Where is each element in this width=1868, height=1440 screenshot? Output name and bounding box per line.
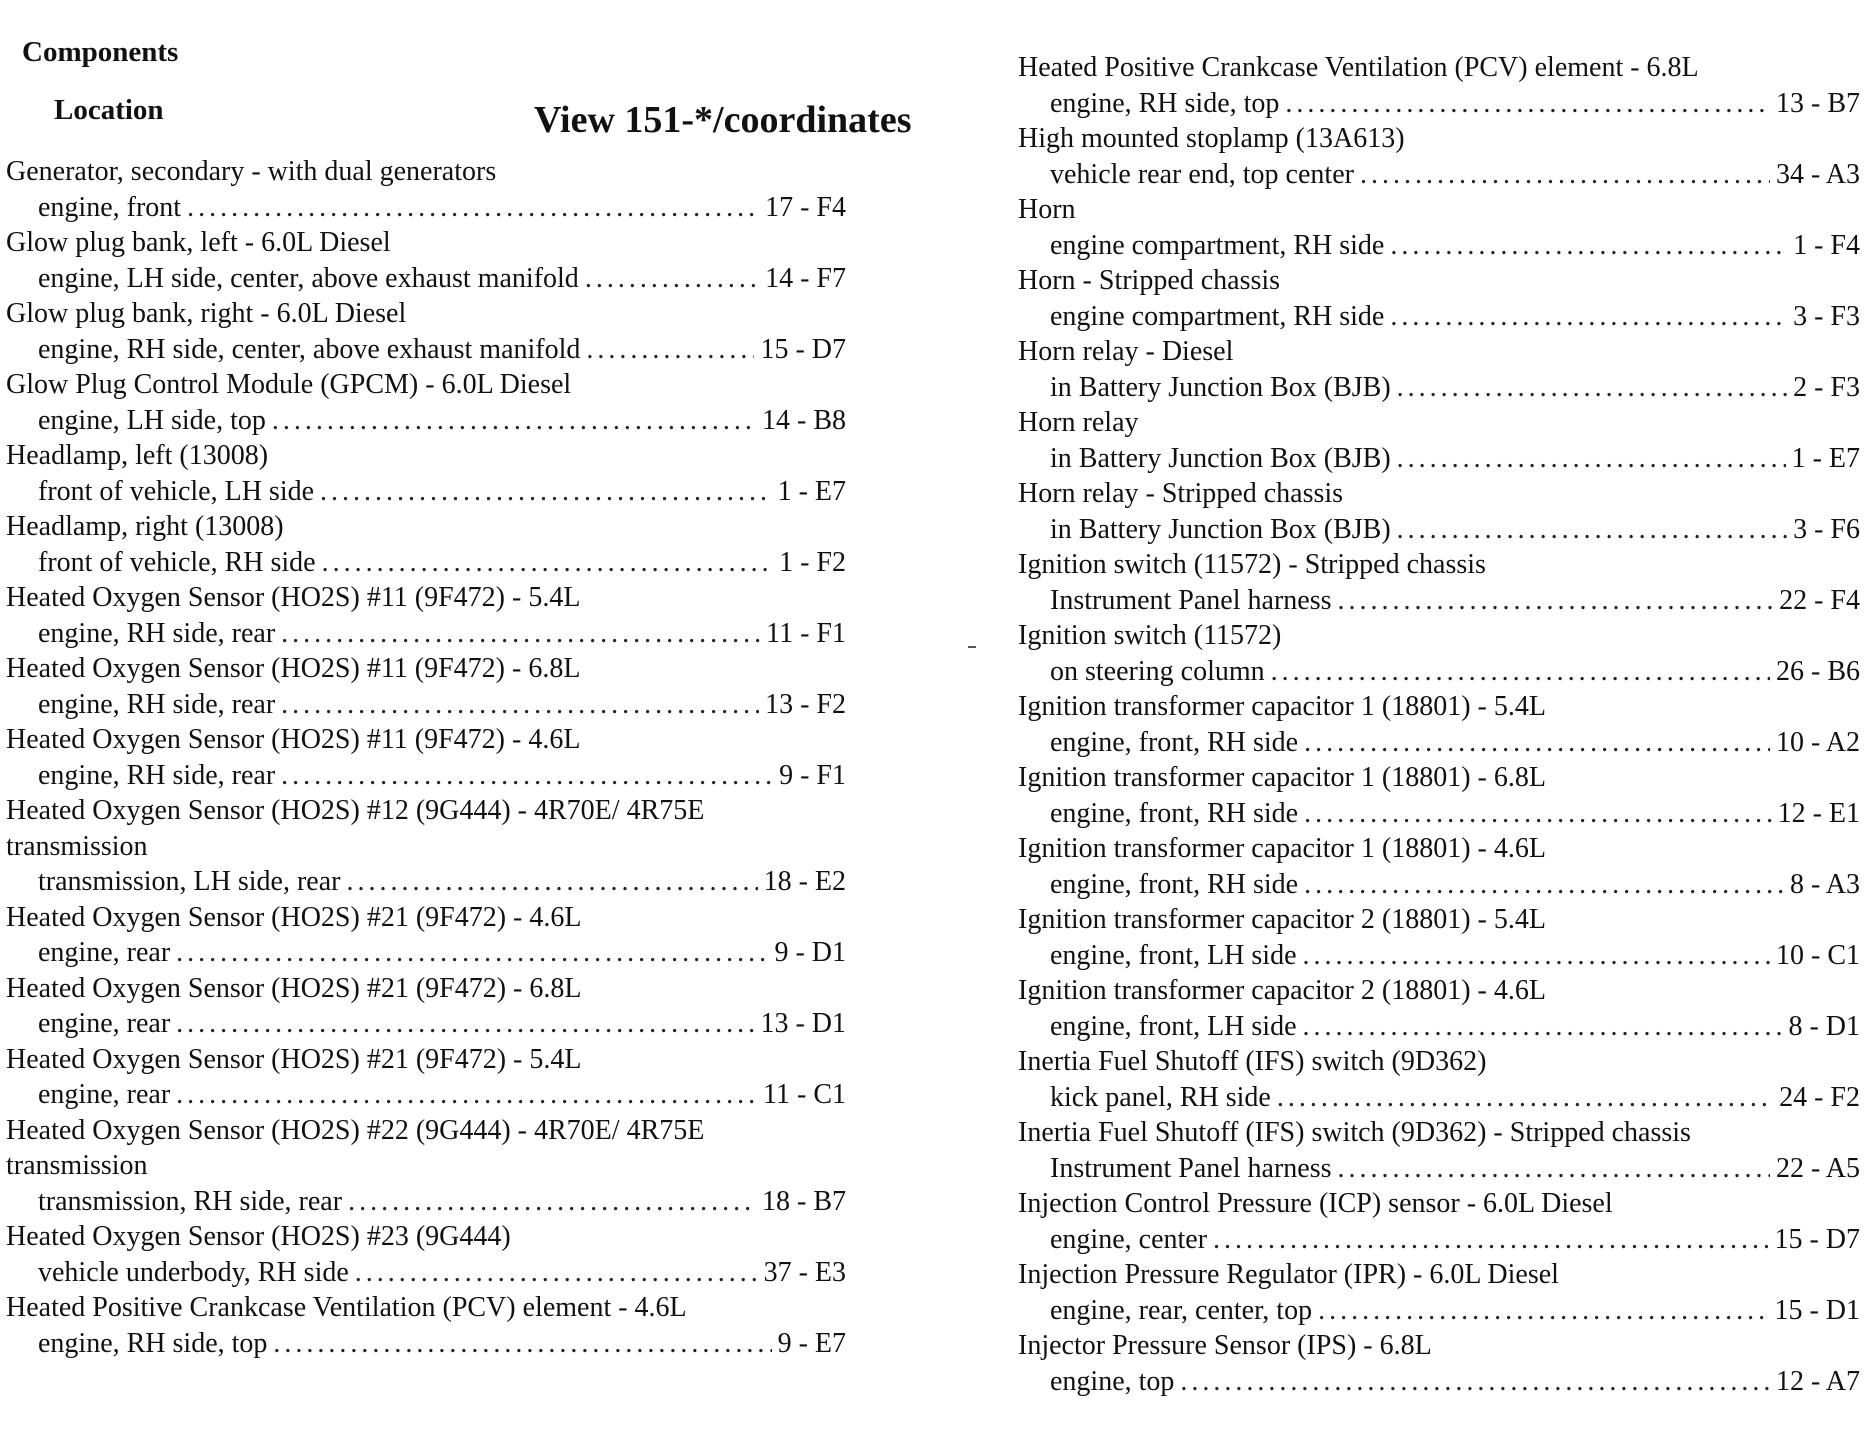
dot-leader (1180, 1364, 1770, 1400)
dot-leader (348, 1184, 756, 1220)
component-entry (6, 1219, 846, 1290)
location-line (6, 864, 846, 900)
dot-leader (1397, 370, 1787, 406)
view-coordinate: 1 - F2 (779, 546, 846, 578)
location-line (1018, 725, 1860, 761)
view-coordinate: 34 - A3 (1776, 158, 1860, 190)
component-entry (1018, 1115, 1860, 1186)
location-line (6, 616, 846, 652)
view-coordinate: 13 - D1 (760, 1008, 846, 1039)
view-coordinate: 8 - A3 (1790, 868, 1860, 900)
component-entry (1018, 1328, 1860, 1399)
component-entry (6, 1042, 846, 1113)
view-coordinate: 9 - F1 (779, 759, 846, 791)
location-line (6, 332, 846, 368)
view-coordinate: 3 - F6 (1793, 513, 1860, 545)
dot-leader (272, 403, 756, 439)
location-line (1018, 1080, 1860, 1116)
view-coordinate: 15 - D7 (1774, 1223, 1860, 1255)
component-location: engine, RH side, rear (38, 688, 276, 720)
location-line (1018, 938, 1860, 974)
component-location: transmission, RH side, rear (38, 1185, 343, 1217)
location-line (6, 1006, 846, 1042)
dot-leader (281, 758, 773, 794)
component-location: front of vehicle, LH side (38, 475, 315, 507)
view-coordinate: 15 - D7 (760, 333, 846, 365)
view-coordinate: 22 - A5 (1776, 1152, 1860, 1184)
component-name: Horn (1018, 194, 1076, 225)
component-name: Headlamp, left (13008) (6, 440, 269, 471)
component-location: engine, front, RH side (1050, 797, 1299, 829)
dot-leader (586, 332, 754, 368)
component-entry (1018, 405, 1860, 476)
location-line (1018, 867, 1860, 903)
dot-leader (1338, 1151, 1771, 1187)
component-name: Injection Control Pressure (ICP) sensor - 6.0L Diesel (1018, 1188, 1613, 1219)
view-coordinate: 14 - F7 (765, 262, 846, 294)
component-location: engine, front, RH side (1050, 726, 1299, 758)
component-location: engine compartment, RH side (1050, 229, 1385, 261)
location-line (1018, 1222, 1860, 1258)
component-location: engine, top (1050, 1365, 1175, 1397)
component-name: Horn relay - Diesel (1018, 336, 1234, 367)
dot-leader (1304, 725, 1770, 761)
right-entry-list (1018, 50, 1860, 1399)
component-name: Ignition transformer capacitor 1 (18801) - 4.6L (1018, 833, 1546, 864)
view-coordinate: 12 - A7 (1776, 1365, 1860, 1397)
component-name: Inertia Fuel Shutoff (IFS) switch (9D362) - Stripped chassis (1018, 1117, 1691, 1148)
dot-leader (1304, 796, 1772, 832)
component-name: Ignition transformer capacitor 2 (18801) - 5.4L (1018, 904, 1546, 935)
location-column-heading: Location (54, 94, 164, 126)
view-coordinate: 9 - E7 (777, 1327, 846, 1359)
view-coordinate: 37 - E3 (763, 1256, 846, 1288)
location-line (1018, 654, 1860, 690)
location-line (6, 1255, 846, 1291)
component-location: Instrument Panel harness (1050, 1152, 1332, 1184)
component-location: engine, rear (38, 937, 171, 968)
component-location: engine, RH side, top (1050, 87, 1280, 119)
dot-leader (281, 616, 760, 652)
dot-leader (187, 190, 759, 226)
location-line (1018, 512, 1860, 548)
component-location: kick panel, RH side (1050, 1081, 1271, 1113)
view-coordinate: 1 - E7 (777, 475, 846, 507)
location-line (1018, 1151, 1860, 1187)
location-line (6, 758, 846, 794)
component-entry (6, 154, 846, 225)
dot-leader (176, 1006, 754, 1042)
view-coordinate: 1 - E7 (1791, 442, 1860, 474)
location-line (6, 545, 846, 581)
component-location: transmission, LH side, rear (38, 866, 341, 897)
view-coordinate: 2 - F3 (1793, 371, 1860, 403)
dot-leader (1277, 1080, 1773, 1116)
component-entry (6, 793, 846, 900)
component-entry (1018, 121, 1860, 192)
location-line (1018, 1009, 1860, 1045)
component-entry (1018, 831, 1860, 902)
component-name: Ignition transformer capacitor 1 (18801) - 6.8L (1018, 762, 1546, 793)
dot-leader (1397, 441, 1786, 477)
component-entry (1018, 689, 1860, 760)
view-coordinate: 15 - D1 (1774, 1294, 1860, 1326)
dot-leader (1271, 654, 1770, 690)
component-entry (1018, 334, 1860, 405)
component-location: in Battery Junction Box (BJB) (1050, 513, 1391, 545)
view-coordinate: 10 - C1 (1776, 939, 1860, 971)
component-entry (6, 971, 846, 1042)
dot-leader (1390, 299, 1787, 335)
component-name: Ignition transformer capacitor 1 (18801) - 5.4L (1018, 691, 1546, 722)
component-entry (1018, 618, 1860, 689)
component-name: Heated Oxygen Sensor (HO2S) #11 (9F472) - 4.6L (6, 724, 581, 755)
location-line (1018, 370, 1860, 406)
view-coordinate: 22 - F4 (1779, 584, 1860, 616)
location-line (6, 403, 846, 439)
component-location: engine, RH side, center, above exhaust manifold (38, 333, 581, 365)
component-entry (6, 438, 846, 509)
component-location: engine, front, LH side (1050, 1010, 1297, 1042)
component-location: Instrument Panel harness (1050, 584, 1332, 616)
component-entry (1018, 1044, 1860, 1115)
dot-leader (1390, 228, 1787, 264)
view-coordinate: 24 - F2 (1779, 1081, 1860, 1113)
view-coordinate: 9 - D1 (774, 937, 846, 968)
location-line (1018, 796, 1860, 832)
component-location: engine, LH side, center, above exhaust manifold (38, 262, 579, 294)
location-line (6, 687, 846, 723)
dot-leader (1397, 512, 1787, 548)
component-name: Heated Oxygen Sensor (HO2S) #11 (9F472) - 5.4L (6, 582, 581, 613)
component-name: Heated Positive Crankcase Ventilation (PCV) element - 6.8L (1018, 52, 1699, 83)
component-entry (6, 509, 846, 580)
component-entry (1018, 192, 1860, 263)
component-name: Heated Oxygen Sensor (HO2S) #21 (9F472) - 4.6L (6, 901, 582, 933)
component-name: Heated Oxygen Sensor (HO2S) #22 (9G444) - 4R70E/ 4R75E transmission (6, 1114, 705, 1181)
dot-leader (273, 1326, 771, 1362)
dot-leader (1303, 1009, 1783, 1045)
dot-leader (1318, 1293, 1768, 1329)
component-name: Heated Oxygen Sensor (HO2S) #23 (9G444) (6, 1221, 511, 1252)
component-entry (1018, 760, 1860, 831)
view-coordinate: 26 - B6 (1776, 655, 1860, 687)
dot-leader (1213, 1222, 1768, 1258)
component-location: in Battery Junction Box (BJB) (1050, 442, 1391, 474)
component-name: Inertia Fuel Shutoff (IFS) switch (9D362) (1018, 1046, 1487, 1077)
dot-leader (1338, 583, 1774, 619)
component-name: Ignition switch (11572) - Stripped chassis (1018, 549, 1486, 580)
view-coordinate: 13 - B7 (1776, 87, 1860, 119)
location-line (6, 1184, 846, 1220)
component-entry (1018, 263, 1860, 334)
component-entry (6, 580, 846, 651)
view-column-heading: View 151-*/coordinates (534, 99, 912, 141)
component-entry (6, 225, 846, 296)
view-coordinate: 12 - E1 (1777, 797, 1860, 829)
component-entry (1018, 1186, 1860, 1257)
component-entry (6, 296, 846, 367)
component-name: Glow Plug Control Module (GPCM) - 6.0L Diesel (6, 369, 572, 400)
component-name: Horn - Stripped chassis (1018, 265, 1281, 296)
dot-leader (320, 474, 772, 510)
left-entry-list (6, 154, 846, 1361)
component-location: engine, LH side, top (38, 404, 266, 436)
view-coordinate: 13 - F2 (765, 688, 846, 720)
component-location: engine, RH side, top (38, 1327, 268, 1359)
view-coordinate: 8 - D1 (1788, 1010, 1860, 1042)
component-name: Ignition transformer capacitor 2 (18801) - 4.6L (1018, 975, 1546, 1006)
component-location: vehicle underbody, RH side (38, 1256, 349, 1288)
component-entry (1018, 973, 1860, 1044)
dot-leader (1285, 86, 1770, 122)
location-line (1018, 228, 1860, 264)
component-location: engine, rear (38, 1008, 171, 1039)
component-name: Heated Oxygen Sensor (HO2S) #12 (9G444) - 4R70E/ 4R75E transmission (6, 795, 705, 862)
location-line (1018, 157, 1860, 193)
location-line (1018, 299, 1860, 335)
view-coordinate: 17 - F4 (765, 191, 846, 223)
section-heading: Components (22, 36, 179, 68)
component-location: front of vehicle, RH side (38, 546, 316, 578)
component-entry (6, 900, 846, 971)
component-entry (6, 367, 846, 438)
dot-leader (347, 864, 758, 900)
location-line (6, 1326, 846, 1362)
location-line (1018, 583, 1860, 619)
component-name: Glow plug bank, right - 6.0L Diesel (6, 298, 407, 329)
component-location: engine, front (38, 191, 182, 223)
component-location: vehicle rear end, top center (1050, 158, 1354, 190)
component-location: engine, front, LH side (1050, 939, 1297, 971)
component-name: Horn relay (1018, 407, 1139, 438)
component-entry (6, 1113, 846, 1220)
component-name: Glow plug bank, left - 6.0L Diesel (6, 227, 391, 258)
view-coordinate: 18 - E2 (763, 866, 846, 897)
component-entry (1018, 547, 1860, 618)
view-coordinate: 10 - A2 (1776, 726, 1860, 758)
dot-leader (176, 935, 768, 971)
component-entry (6, 722, 846, 793)
location-line (1018, 1293, 1860, 1329)
location-line (6, 935, 846, 971)
view-coordinate: 18 - B7 (762, 1185, 846, 1217)
dot-leader (1304, 867, 1784, 903)
component-location: in Battery Junction Box (BJB) (1050, 371, 1391, 403)
location-line (6, 474, 846, 510)
dot-leader (1360, 157, 1770, 193)
component-location: engine, front, RH side (1050, 868, 1299, 900)
component-entry (6, 1290, 846, 1361)
location-line (6, 190, 846, 226)
location-line (1018, 441, 1860, 477)
component-name: Horn relay - Stripped chassis (1018, 478, 1344, 509)
component-entry (1018, 476, 1860, 547)
component-location: engine compartment, RH side (1050, 300, 1385, 332)
component-name: Injection Pressure Regulator (IPR) - 6.0L Diesel (1018, 1259, 1559, 1290)
dot-leader (1303, 938, 1771, 974)
view-coordinate: 3 - F3 (1793, 300, 1860, 332)
view-coordinate: 11 - C1 (763, 1079, 846, 1110)
component-name: Injector Pressure Sensor (IPS) - 6.8L (1018, 1330, 1432, 1361)
component-name: Generator, secondary - with dual generators (6, 156, 497, 187)
location-line (6, 261, 846, 297)
view-coordinate: 11 - F1 (766, 617, 846, 649)
dot-leader (585, 261, 759, 297)
component-name: Heated Oxygen Sensor (HO2S) #11 (9F472) - 6.8L (6, 653, 581, 684)
divider-mark (968, 646, 976, 648)
dot-leader (322, 545, 774, 581)
component-name: Heated Oxygen Sensor (HO2S) #21 (9F472) - 6.8L (6, 972, 582, 1004)
component-location: engine, center (1050, 1223, 1208, 1255)
component-name: Heated Oxygen Sensor (HO2S) #21 (9F472) - 5.4L (6, 1043, 582, 1075)
component-location: engine, RH side, rear (38, 617, 276, 649)
location-line (1018, 86, 1860, 122)
component-entry (1018, 50, 1860, 121)
component-name: Headlamp, right (13008) (6, 511, 284, 542)
component-entry (1018, 902, 1860, 973)
dot-leader (281, 687, 759, 723)
view-coordinate: 14 - B8 (762, 404, 846, 436)
dot-leader (355, 1255, 758, 1291)
component-location: engine, rear, center, top (1050, 1294, 1313, 1326)
component-name: High mounted stoplamp (13A613) (1018, 123, 1405, 154)
component-location: engine, rear (38, 1079, 171, 1110)
view-coordinate: 1 - F4 (1793, 229, 1860, 261)
component-name: Heated Positive Crankcase Ventilation (PCV) element - 4.6L (6, 1292, 687, 1323)
component-entry (6, 651, 846, 722)
dot-leader (176, 1077, 757, 1113)
location-line (6, 1077, 846, 1113)
component-location: on steering column (1050, 655, 1265, 687)
location-line (1018, 1364, 1860, 1400)
component-location: engine, RH side, rear (38, 759, 276, 791)
component-entry (1018, 1257, 1860, 1328)
component-name: Ignition switch (11572) (1018, 620, 1282, 651)
